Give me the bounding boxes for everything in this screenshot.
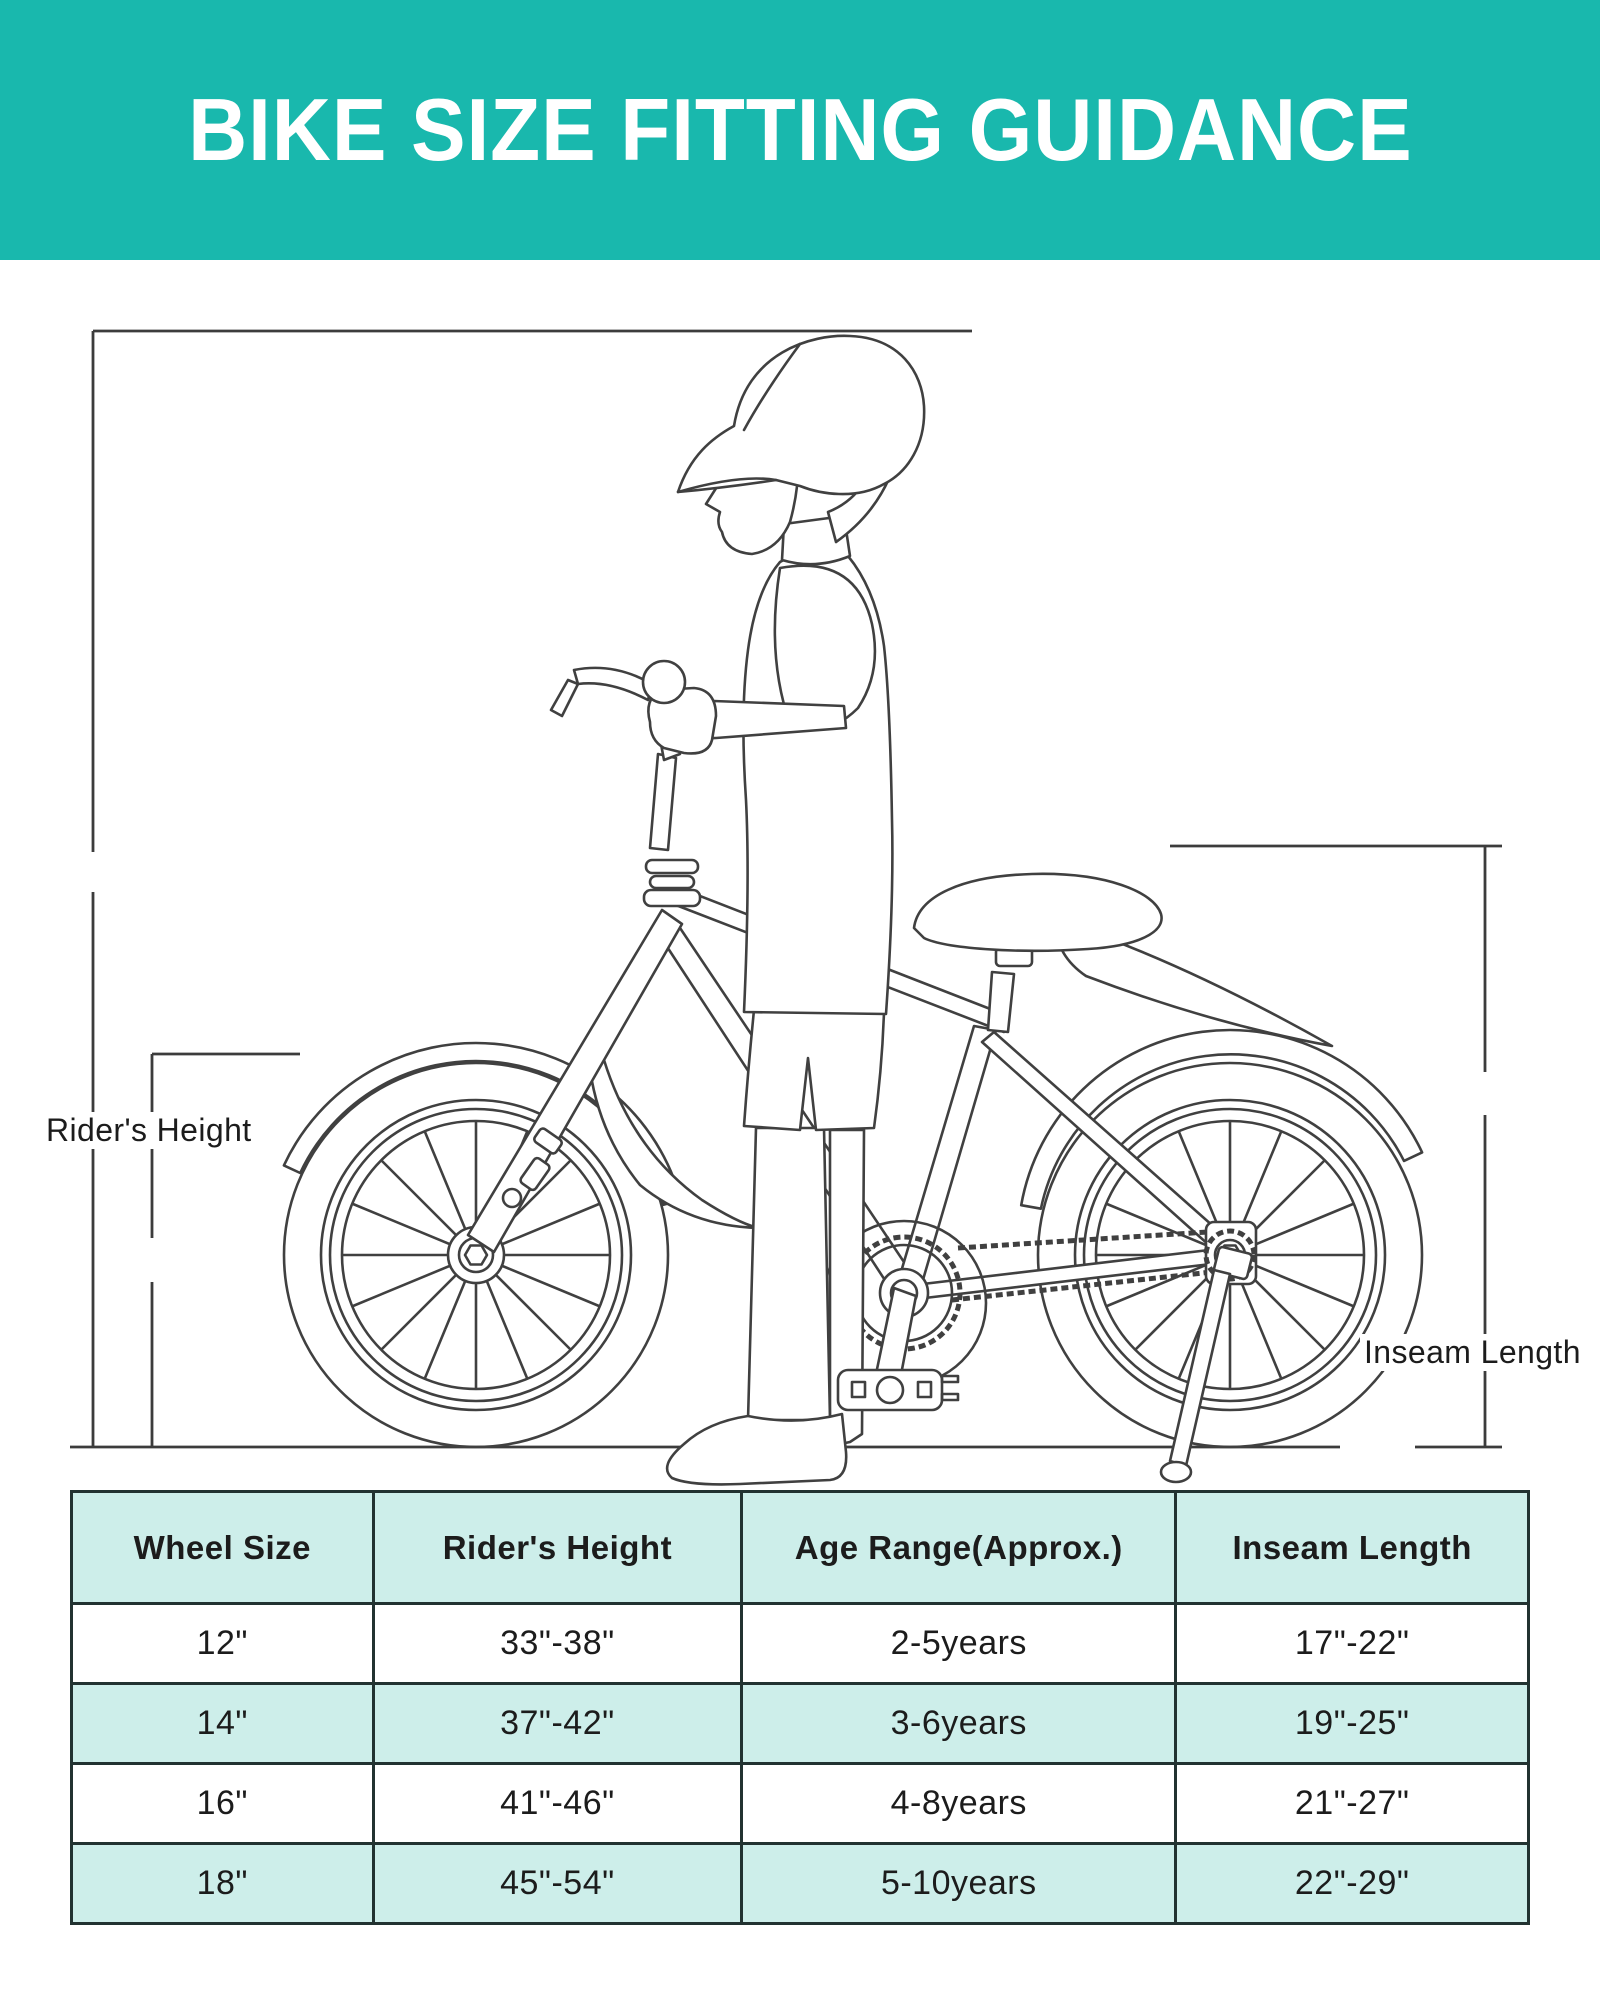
riders-height-label: Rider's Height	[42, 1112, 256, 1149]
brake-pad	[503, 1189, 521, 1207]
cell-riders-height: 41"-46"	[373, 1764, 742, 1844]
col-header-age-range: Age Range(Approx.)	[742, 1492, 1176, 1604]
inseam-length-label: Inseam Length	[1360, 1334, 1585, 1371]
table-row	[72, 1764, 1529, 1844]
cell-wheel-size: 18"	[72, 1844, 374, 1924]
handlebar-grip	[643, 661, 685, 703]
cell-riders-height: 45"-54"	[373, 1844, 742, 1924]
cell-inseam-length: 22"-29"	[1176, 1844, 1529, 1924]
stem	[650, 754, 676, 850]
table-row	[72, 1684, 1529, 1764]
front-fender-flap	[590, 1060, 758, 1228]
cell-inseam-length: 17"-22"	[1176, 1604, 1529, 1684]
table-row	[72, 1604, 1529, 1684]
cell-age-range: 5-10years	[742, 1844, 1176, 1924]
col-header-wheel-size: Wheel Size	[72, 1492, 374, 1604]
pedal	[838, 1370, 958, 1410]
brake-lever	[574, 668, 652, 700]
cell-riders-height: 37"-42"	[373, 1684, 742, 1764]
header-banner	[0, 0, 1600, 260]
table-row	[72, 1844, 1529, 1924]
cell-riders-height: 33"-38"	[373, 1604, 742, 1684]
fitting-diagram	[0, 260, 1600, 1490]
kickstand-foot	[1161, 1462, 1191, 1482]
seat-tube	[898, 1026, 996, 1290]
bike-rider-illustration	[0, 260, 1600, 1490]
cell-age-range: 2-5years	[742, 1604, 1176, 1684]
cell-wheel-size: 12"	[72, 1604, 374, 1684]
cell-age-range: 4-8years	[742, 1764, 1176, 1844]
col-header-inseam-length: Inseam Length	[1176, 1492, 1529, 1604]
fork-blade	[468, 910, 682, 1252]
cell-inseam-length: 19"-25"	[1176, 1684, 1529, 1764]
near-boot	[667, 1414, 846, 1484]
cell-inseam-length: 21"-27"	[1176, 1764, 1529, 1844]
col-header-riders-height: Rider's Height	[373, 1492, 742, 1604]
page-title: BIKE SIZE FITTING GUIDANCE	[187, 80, 1413, 179]
seat-post	[988, 972, 1014, 1032]
front-axle-nut	[465, 1246, 487, 1265]
size-chart-table	[70, 1490, 1530, 1925]
size-chart-header	[72, 1492, 1529, 1604]
helmet	[678, 336, 924, 494]
headset-spacer	[646, 860, 698, 873]
cell-age-range: 3-6years	[742, 1684, 1176, 1764]
cell-wheel-size: 16"	[72, 1764, 374, 1844]
fork-crown	[644, 890, 700, 906]
shorts	[744, 1010, 884, 1130]
near-leg	[748, 1128, 830, 1420]
cell-wheel-size: 14"	[72, 1684, 374, 1764]
